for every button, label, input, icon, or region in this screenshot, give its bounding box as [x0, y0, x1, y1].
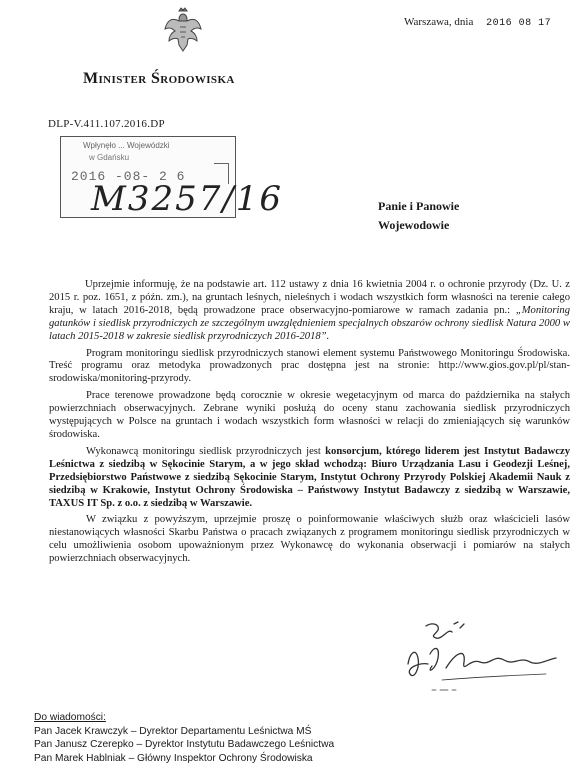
sender-title: Minister Środowiska: [83, 70, 235, 87]
paragraph-4-text: Wykonawcą monitoringu siedlisk przyrodniczych jest: [86, 445, 326, 457]
distribution-header: Do wiadomości:: [34, 712, 106, 723]
paragraph-4: [49, 446, 570, 511]
stamp-date: 2016 -08- 2 6: [71, 169, 186, 184]
paragraph-2: Program monitoringu siedlisk przyrodniczych stanowi element systemu Państwowego Monitoringu Środowiska. Treść programu oraz metodyka prowadzonych prac dostępna jest na stronie: http://www.gios.gov.pl/pl/stan-srodowiska/monitoring-przyrody.: [49, 347, 570, 385]
stamp-bracket: [214, 163, 229, 184]
paragraph-1-text: Uprzejmie informuję, że na podstawie art. 112 ustawy z dnia 16 kwietnia 2004 r. o ochronie przyrody (Dz. U. z 2015 r. poz. 1651, z późn. zm.), na gruntach leśnych, nieleśnych i wodach wszystkich form własności na terenie całego kraju, w latach 2016-2018, będą prowadzone prace obserwacyjno-pomiarowe w ramach zadania pn.:: [49, 279, 570, 316]
addressee-line-1: Panie i Panowie: [378, 199, 460, 213]
eagle-emblem: [163, 7, 203, 53]
paragraph-3: Prace terenowe prowadzone będą corocznie w okresie wegetacyjnym od marca do października na stałych powierzchniach obserwacyjnych. Zebrane wyniki posłużą do oceny stanu zachowania siedlisk przyrodniczych występujących w Polsce na gruntach i wodach wszystkich form własności w relacji do zmieniających się warunków środowiska.: [49, 390, 570, 440]
paragraph-5: W związku z powyższym, uprzejmie proszę o poinformowanie właściwych służb oraz właścicieli lasów niestanowiących własności Skarbu Państwa o pracach związanych z programem monitoringu siedlisk przyrodniczych w celu umożliwienia osobom upoważnionym przez Wykonawcę do wykonania obserwacji i pomiarów na stałych powierzchniach obserwacyjnych.: [49, 514, 570, 565]
signature: [396, 618, 566, 698]
stamp-handwritten-number: M3257/16: [91, 179, 284, 219]
stamp-line-2: w Gdańsku: [89, 153, 130, 162]
stamp-line-1: Wpłynęło ... Wojewódzki: [83, 141, 170, 150]
reference-number: DLP-V.411.107.2016.DP: [48, 118, 165, 130]
place-label: Warszawa, dnia: [404, 16, 474, 28]
place-date: [404, 16, 551, 29]
letter-body: [49, 279, 570, 570]
paragraph-1: [49, 279, 570, 344]
distribution-item: Pan Jacek Krawczyk – Dyrektor Departamentu Leśnictwa MŚ: [34, 725, 312, 737]
project-name: „Monitoring gatunków i siedlisk przyrodniczych ze szczególnym uwzględnieniem specjalnych obszarów ochrony siedlisk Natura 2000 w latach 2015-2018 w zakresie siedlisk przyrodniczych 2016-2018”.: [49, 304, 570, 342]
receipt-stamp: [60, 136, 284, 219]
distribution-item: Pan Janusz Czerepko – Dyrektor Instytutu Badawczego Leśnictwa: [34, 739, 335, 750]
distribution-item: Pan Marek Hablniak – Główny Inspektor Ochrony Środowiska: [34, 752, 313, 764]
addressee: [378, 197, 459, 235]
letter-date: 2016 08 17: [486, 18, 552, 29]
addressee-line-2: Wojewodowie: [378, 218, 450, 232]
consortium-text: konsorcjum, którego liderem jest Instytut Badawczy Leśnictwa z siedzibą w Sękocinie Starym, a w jego skład wchodzą: Biuro Urządzania Lasu i Geodezji Leśnej, Przedsiębiorstwo Państwowe z siedzibą Sękocinie Starym, Instytut Ochrony Przyrody Polskiej Akademii Nauk z siedzibą w Krakowie, Instytut Ochrony Środowiska – Państwowy Instytut Badawczy z siedzibą w Warszawie, TAXUS IT Sp. z o.o. z siedzibą w Warszawie.: [49, 445, 570, 509]
distribution-list: [34, 711, 334, 765]
